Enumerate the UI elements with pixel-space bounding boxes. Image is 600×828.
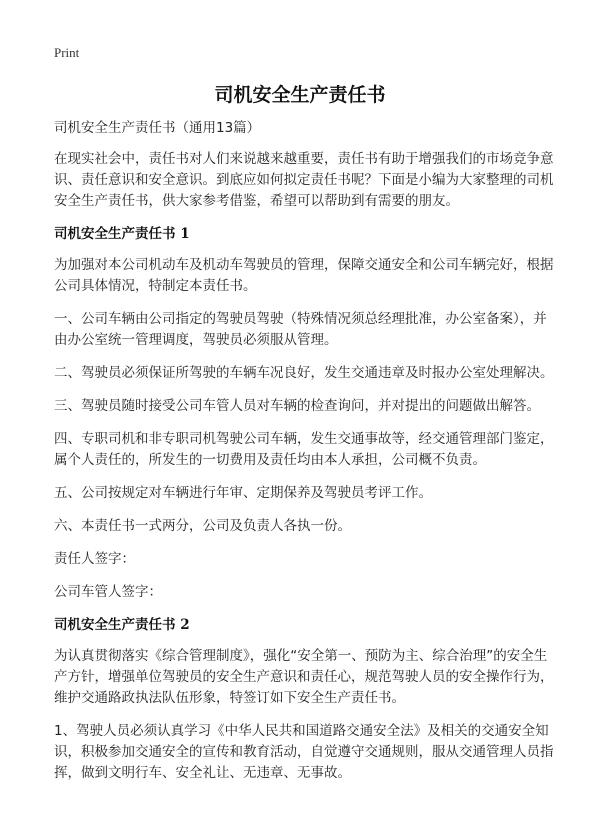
section-1-paragraph: 五、公司按规定对车辆进行年审、定期保养及驾驶员考评工作。 (54, 485, 432, 501)
section-1-paragraph: 二、驾驶员必须保证所驾驶的车辆车况良好，发生交通违章及时报办公室处理解决。 (54, 365, 554, 381)
section-1-paragraph: 一、公司车辆由公司指定的驾驶员驾驶（特殊情况须总经理批准，办公室备案），并由办公室统一管理调度，驾驶员必须服从管理。 (54, 311, 547, 348)
section-2-paragraph: 为认真贯彻落实《综合管理制度》，强化“安全第一、预防为主、综合治理”的安全生产方针，增强单位驾驶员的安全生产意识和责任心，规范驾驶人员的安全操作行为，维护交通路政执法队伍形象，特签订如下安全生产责任书。 (54, 648, 554, 706)
section-2-paragraph: 1、驾驶人员必须认真学习《中华人民共和国道路交通安全法》及相关的交通安全知识，积极参加交通安全的宣传和教育活动，自觉遵守交通规则，服从交通管理人员指挥，做到文明行车、安全礼让、无违章、无事故。 (54, 723, 554, 781)
section-2-heading: 司机安全生产责任书 2 (54, 617, 190, 633)
section-1-heading: 司机安全生产责任书 1 (54, 226, 190, 242)
document-title: 司机安全生产责任书 (214, 84, 386, 106)
section-1-paragraph: 为加强对本公司机动车及机动车驾驶员的管理，保障交通安全和公司车辆完好，根据公司具体情况，特制定本责任书。 (54, 257, 554, 294)
section-1-paragraph: 四、专职司机和非专职司机驾驶公司车辆，发生交通事故等，经交通管理部门鉴定，属个人责任的，所发生的一切费用及责任均由本人承担，公司概不负责。 (54, 431, 554, 468)
document-subtitle: 司机安全生产责任书（通用13篇） (54, 120, 261, 136)
section-1-paragraph: 三、驾驶员随时接受公司车管人员对车辆的检查询问，并对提出的问题做出解答。 (54, 398, 540, 414)
signature-line-responsible: 责任人签字： (54, 551, 135, 567)
section-1-paragraph: 六、本责任书一式两分，公司及负责人各执一份。 (54, 518, 351, 534)
signature-line-vehicle-manager: 公司车管人签字： (54, 584, 162, 600)
intro-paragraph: 在现实社会中，责任书对人们来说越来越重要，责任书有助于增强我们的市场竞争意识、责任意识和安全意识。到底应如何拟定责任书呢？下面是小编为大家整理的司机安全生产责任书，供大家参考借鉴，希望可以帮助到有需要的朋友。 (54, 151, 554, 209)
document-body (54, 118, 554, 796)
print-link[interactable]: Print (54, 45, 80, 60)
